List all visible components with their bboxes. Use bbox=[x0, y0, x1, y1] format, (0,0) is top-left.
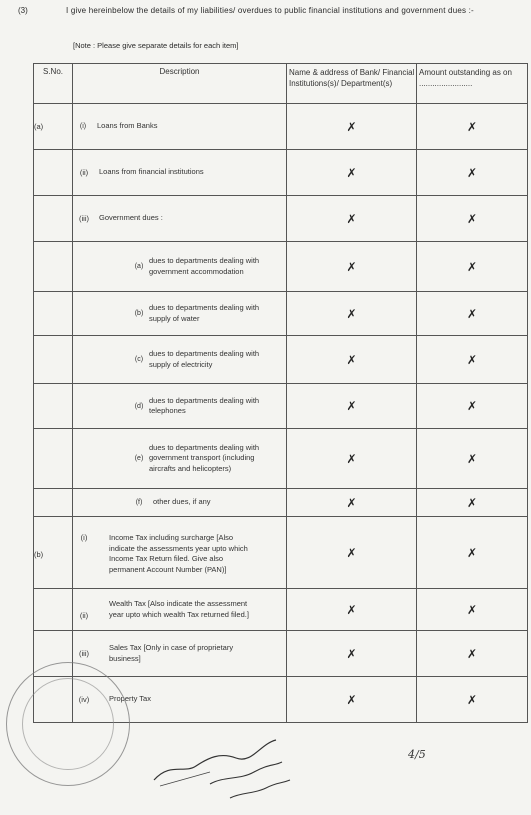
table-row bbox=[34, 336, 528, 384]
table-row bbox=[34, 589, 528, 631]
table-row bbox=[34, 631, 528, 677]
row-label: (iii) bbox=[79, 214, 89, 223]
liabilities-table bbox=[33, 63, 528, 723]
column-header-sno: S.No. bbox=[34, 64, 73, 104]
row-label: (d) bbox=[134, 402, 144, 410]
row-sno: (b) bbox=[34, 517, 73, 589]
bank-mark: ✗ bbox=[287, 384, 417, 429]
row-sno bbox=[34, 589, 73, 631]
row-text: Government dues : bbox=[99, 213, 163, 223]
row-label: (ii) bbox=[79, 611, 89, 620]
row-label: (b) bbox=[134, 310, 144, 317]
table-row bbox=[34, 489, 528, 517]
bank-mark: ✗ bbox=[287, 677, 417, 723]
column-header-description: Description bbox=[73, 64, 287, 104]
bank-mark: ✗ bbox=[287, 489, 417, 517]
amount-mark: ✗ bbox=[417, 429, 528, 489]
row-label: (i) bbox=[80, 533, 88, 542]
amount-mark: ✗ bbox=[417, 677, 528, 723]
row-description bbox=[73, 384, 287, 429]
row-label: (iv) bbox=[78, 695, 90, 704]
row-label: (iii) bbox=[79, 649, 89, 658]
row-description bbox=[73, 517, 287, 589]
row-description bbox=[73, 631, 287, 677]
row-sno: (a) bbox=[34, 104, 73, 150]
table-row bbox=[34, 292, 528, 336]
bank-mark: ✗ bbox=[287, 196, 417, 242]
row-sno bbox=[34, 196, 73, 242]
row-label: (f) bbox=[135, 499, 143, 506]
section-note: [Note : Please give separate details for each item] bbox=[73, 41, 239, 50]
column-header-bank: Name & address of Bank/ Financial Institutions(s)/ Department(s) bbox=[287, 64, 417, 104]
page-number: 4/5 bbox=[408, 748, 426, 761]
row-label: (ii) bbox=[79, 168, 89, 177]
row-text: Wealth Tax [Also indicate the assessment year upto which wealth Tax returned filed.] bbox=[109, 599, 249, 619]
row-description bbox=[73, 104, 287, 150]
amount-mark: ✗ bbox=[417, 150, 528, 196]
row-description bbox=[73, 242, 287, 292]
row-description bbox=[73, 429, 287, 489]
advocate-signature bbox=[150, 722, 300, 802]
row-text: dues to departments dealing with telephones bbox=[149, 395, 260, 415]
row-text: Sales Tax [Only in case of proprietary business] bbox=[109, 643, 234, 663]
table-row bbox=[34, 196, 528, 242]
bank-mark: ✗ bbox=[287, 631, 417, 677]
row-sno bbox=[34, 336, 73, 384]
amount-mark: ✗ bbox=[417, 489, 528, 517]
amount-mark: ✗ bbox=[417, 517, 528, 589]
table-row bbox=[34, 384, 528, 429]
row-sno bbox=[34, 489, 73, 517]
amount-mark: ✗ bbox=[417, 631, 528, 677]
row-description bbox=[73, 489, 287, 517]
row-text: dues to departments dealing with government transport (including aircrafts and helicopters) bbox=[149, 442, 260, 473]
row-text: Income Tax including surcharge [Also indicate the assessments year upto which Income Tax Return filed. Give also permanent Account Number (PAN)] bbox=[109, 533, 248, 574]
bank-mark: ✗ bbox=[287, 292, 417, 336]
row-label: (c) bbox=[134, 356, 144, 363]
row-label: (a) bbox=[134, 263, 144, 270]
bank-mark: ✗ bbox=[287, 517, 417, 589]
row-text: dues to departments dealing with supply of electricity bbox=[149, 349, 260, 369]
row-text: dues to departments dealing with supply of water bbox=[149, 303, 260, 323]
column-header-amount: Amount outstanding as on ........................ bbox=[417, 64, 528, 104]
amount-mark: ✗ bbox=[417, 104, 528, 150]
row-sno bbox=[34, 429, 73, 489]
bank-mark: ✗ bbox=[287, 104, 417, 150]
table-row bbox=[34, 104, 528, 150]
row-sno bbox=[34, 150, 73, 196]
bank-mark: ✗ bbox=[287, 589, 417, 631]
row-text: Loans from Banks bbox=[97, 121, 158, 131]
row-label: (i) bbox=[79, 123, 87, 130]
amount-mark: ✗ bbox=[417, 384, 528, 429]
row-description bbox=[73, 336, 287, 384]
row-text: Loans from financial institutions bbox=[99, 167, 204, 177]
row-text: dues to departments dealing with government accommodation bbox=[149, 256, 260, 276]
row-label: (e) bbox=[134, 455, 144, 462]
amount-mark: ✗ bbox=[417, 589, 528, 631]
row-description bbox=[73, 196, 287, 242]
bank-mark: ✗ bbox=[287, 429, 417, 489]
row-sno bbox=[34, 242, 73, 292]
row-description bbox=[73, 150, 287, 196]
amount-mark: ✗ bbox=[417, 336, 528, 384]
row-description bbox=[73, 292, 287, 336]
row-text: Property Tax bbox=[109, 694, 151, 704]
bank-mark: ✗ bbox=[287, 336, 417, 384]
amount-mark: ✗ bbox=[417, 292, 528, 336]
table-row bbox=[34, 150, 528, 196]
section-heading: I give hereinbelow the details of my liabilities/ overdues to public financial institutions and government dues :- bbox=[66, 6, 474, 15]
bank-mark: ✗ bbox=[287, 242, 417, 292]
amount-mark: ✗ bbox=[417, 196, 528, 242]
row-sno bbox=[34, 292, 73, 336]
amount-mark: ✗ bbox=[417, 242, 528, 292]
row-description bbox=[73, 589, 287, 631]
section-number: (3) bbox=[18, 6, 28, 15]
table-row bbox=[34, 517, 528, 589]
table-row bbox=[34, 242, 528, 292]
row-text: other dues, if any bbox=[153, 497, 211, 507]
row-sno bbox=[34, 384, 73, 429]
table-row bbox=[34, 429, 528, 489]
notary-stamp-inner-ring bbox=[22, 678, 114, 770]
bank-mark: ✗ bbox=[287, 150, 417, 196]
